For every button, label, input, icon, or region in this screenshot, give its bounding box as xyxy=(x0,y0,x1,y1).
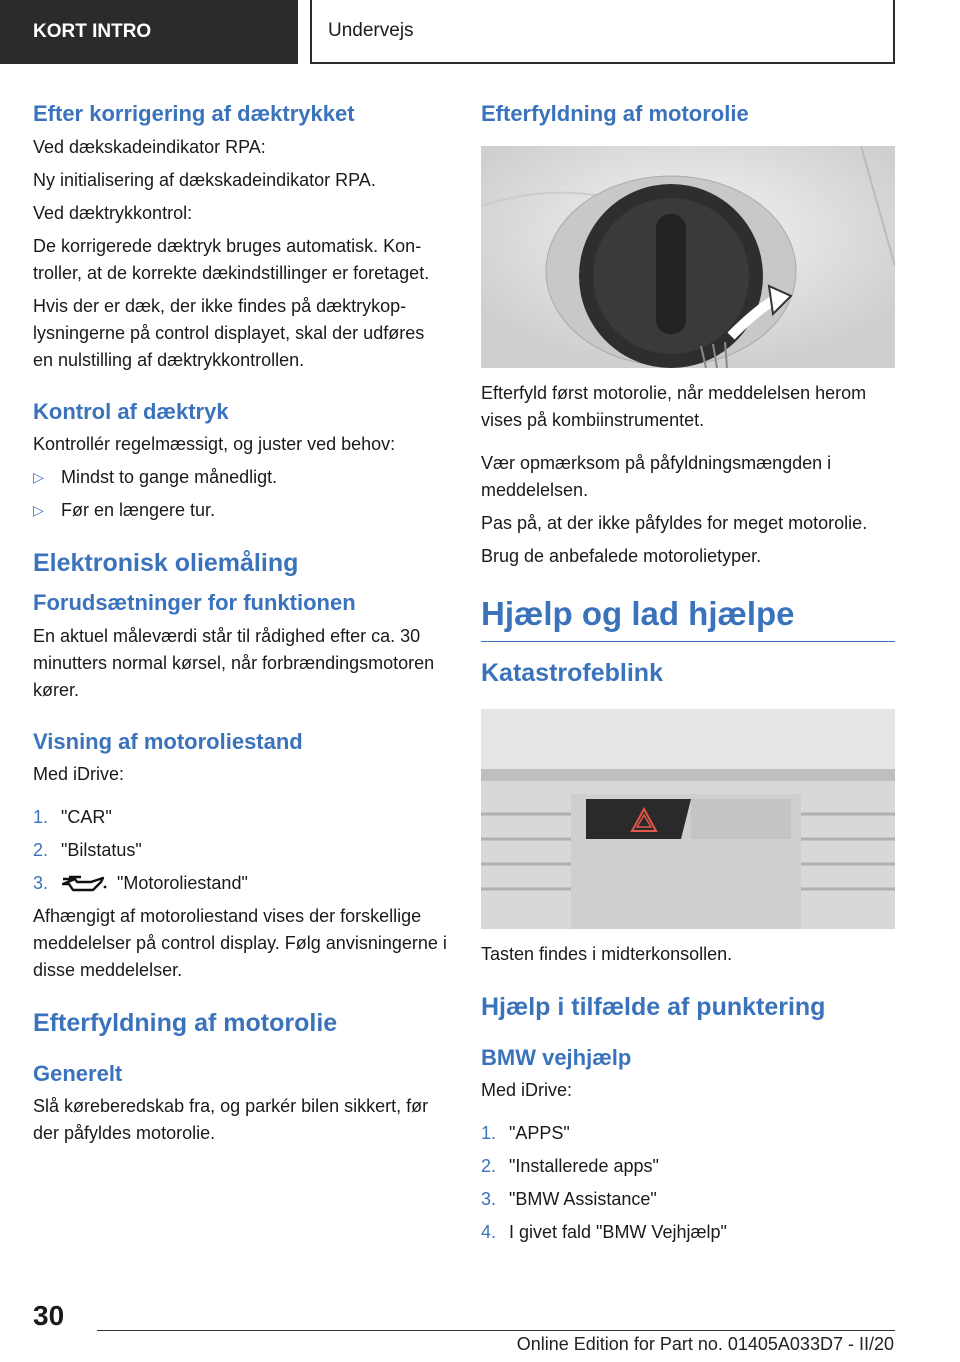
heading-help: Hjælp og lad hjælpe xyxy=(481,594,895,643)
heading-oil-refill-right: Efterfyldning af motorolie xyxy=(481,101,749,126)
list-item: 2. "Bilstatus" xyxy=(33,840,142,861)
heading-electronic-oil: Elektronisk oliemåling xyxy=(33,549,299,577)
paragraph: Brug de anbefalede motorolietyper. xyxy=(481,545,762,566)
heading-general: Generelt xyxy=(33,1060,123,1086)
paragraph: Ved dækskadeindikator RPA: xyxy=(33,136,266,157)
heading-hazard-lights: Katastrofeblink xyxy=(481,659,663,688)
oil-filler-cap-photo xyxy=(481,146,895,368)
paragraph: Vær opmærksom på påfyldningsmængden i meddelelsen. xyxy=(481,452,832,500)
list-item: 3. "BMW Assistance" xyxy=(481,1189,657,1210)
triangle-bullet-icon: ▷ xyxy=(33,469,44,485)
paragraph: Afhængigt af motoroliestand vises der forskellige meddelelser på control display. Følg anvisningerne i disse meddelelser. xyxy=(33,906,447,981)
list-item: ▷ Mindst to gange månedligt. xyxy=(33,464,448,491)
list-item: 3. "Motoroliestand" xyxy=(33,873,248,894)
paragraph: Tasten findes i midterkonsollen. xyxy=(481,944,733,965)
hazard-button-photo xyxy=(481,709,895,929)
list-item: 4. I givet fald "BMW Vejhjælp" xyxy=(481,1222,727,1243)
page-number: 30 xyxy=(33,1300,65,1331)
list-item: 1. "CAR" xyxy=(33,807,112,828)
heading-oil-refill: Efterfyldning af motorolie xyxy=(33,1009,338,1038)
numbered-list xyxy=(481,1120,895,1246)
heading-tire-correction: Efter korrigering af dæktrykket xyxy=(33,101,355,126)
header-section-tab: KORT INTRO xyxy=(0,0,298,64)
paragraph: Pas på, at der ikke påfyldes for meget motorolie. xyxy=(481,512,868,533)
heading-puncture-help: Hjælp i tilfælde af punktering xyxy=(481,993,826,1022)
left-column xyxy=(33,100,448,1153)
triangle-bullet-icon: ▷ xyxy=(33,502,44,518)
paragraph: Ved dæktrykkontrol: xyxy=(33,202,193,223)
footer-divider xyxy=(97,1330,895,1331)
list-item: 1. "APPS" xyxy=(481,1123,570,1144)
paragraph: Efterfyld først motorolie, når meddelelsen herom vises på kombiinstrumentet. xyxy=(481,382,867,430)
paragraph: Med iDrive: xyxy=(33,764,125,785)
list-item: ▷ Før en længere tur. xyxy=(33,497,448,524)
paragraph: Kontrollér regelmæssigt, og juster ved behov: xyxy=(33,434,396,454)
footer-edition: Online Edition for Part no. 01405A033D7 - II/20 xyxy=(516,1334,894,1354)
paragraph: Slå køreberedskab fra, og parkér bilen sikkert, før der påfyldes motorolie. xyxy=(33,1096,429,1143)
bullet-list xyxy=(33,464,448,524)
paragraph: En aktuel måleværdi står til rådighed efter ca. 30 minutters normal kørsel, når forbrændingsmotoren kører. xyxy=(33,625,435,700)
heading-bmw-roadside: BMW vejhjælp xyxy=(481,1044,632,1070)
paragraph: Med iDrive: xyxy=(481,1080,573,1101)
paragraph: De korrigerede dæktryk bruges automatisk. Kontroller, at de korrekte dækindstillinger er foretaget. xyxy=(33,235,430,283)
paragraph: Ny initialisering af dækskadeindikator RPA. xyxy=(33,169,376,190)
numbered-list xyxy=(33,804,448,897)
heading-tire-check: Kontrol af dæktryk xyxy=(33,398,229,424)
list-item: 2. "Installerede apps" xyxy=(481,1156,659,1177)
heading-prerequisites: Forudsætninger for funktionen xyxy=(33,590,356,616)
heading-oil-display: Visning af motoroliestand xyxy=(33,728,303,754)
paragraph: Hvis der er dæk, der ikke findes på dæktrykoplysningerne på control displayet, skal der udføres en nulstilling af dæktrykkontrollen. xyxy=(33,295,425,370)
right-column xyxy=(481,100,895,1252)
header-chapter-tab: Undervejs xyxy=(310,0,895,64)
oil-can-icon xyxy=(61,874,107,894)
